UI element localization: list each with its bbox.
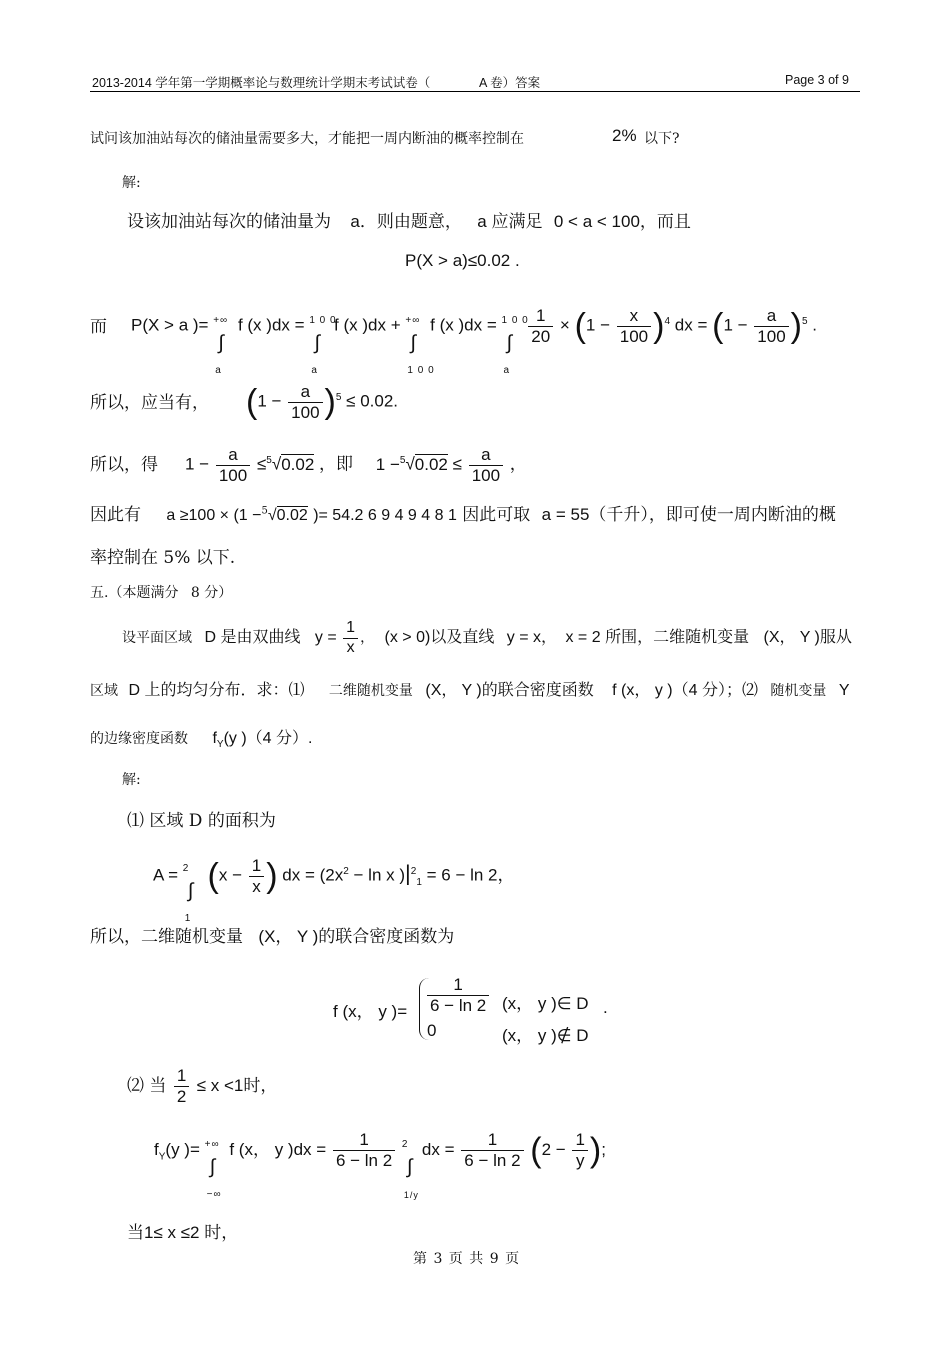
q4-inequality: P(X > a)≤0.02 . — [405, 251, 520, 270]
density-case1-cond: (x， y )∈ D — [502, 994, 589, 1013]
q5-para2: 区域 D 上的均匀分布．求：⑴ 二维随机变量 (X， Y )的联合密度函数 f (x， y )（4 分）；⑵ 随机变量 Y — [90, 682, 850, 699]
q5-title: 五.（本题满分 8 分） — [90, 585, 233, 601]
so1-label: 所以，应当有， — [90, 393, 209, 413]
hence-line: 因此有 a ≥100 × (1 −$^5$√0.02 )= 54.2 6 9 4 9 4 8 1 因此可取 a = 55（千升），即可使一周内断油的概 — [90, 505, 836, 525]
q5-solution-label: 解: — [122, 772, 141, 788]
er-label: 而 — [90, 317, 107, 337]
question-tail: 以下? — [644, 131, 680, 147]
density-case1: $\frac{1}{6 - \ln 2}$ — [425, 975, 491, 1015]
q4-line1: 设该加油站每次的储油量为 a．则由题意， a 应满足 0 < a < 100，而且 — [127, 212, 691, 232]
header-rule — [90, 91, 860, 92]
q5-para1: 设平面区域 D 是由双曲线 y = $\frac{1}{x}$ ， (x > 0)以及直线 y = x， x = 2 所围，二维随机变量 (X， Y )服从 — [122, 619, 852, 656]
density-dot: . — [603, 998, 608, 1017]
header-variant: A 卷）答案 — [479, 76, 541, 90]
density-case0-cond: (x， y )∉ D — [502, 1026, 589, 1045]
solution-label: 解: — [122, 175, 141, 191]
q4-last-line: 率控制在 5% 以下. — [90, 548, 236, 568]
header-title: 2013-2014 学年第一学期概率论与数理统计学期末考试试卷（ — [92, 76, 431, 90]
so2-expression: 1 − $\frac{a}{100}$ ≤$^5$√0.02 ，即 1 −$^5$√0.02 ≤ $\frac{a}{100}$ ， — [185, 445, 527, 485]
density-intro: 所以，二维随机变量 (X， Y )的联合密度函数为 — [90, 927, 455, 947]
q5-step3: 当1≤ x ≤2 时， — [127, 1223, 239, 1242]
marginal-expression: $f_Y(y$ )= +∞ ∫ −∞ f (x， y )dx = $\frac{1}{6 - \ln 2}$ 2 ∫ 1/y dx = $\frac{1}{6 - \ln 2}$ (2 − $\frac{1}{y}$ ); — [154, 1130, 606, 1200]
so2-label: 所以，得 — [90, 455, 158, 475]
density-case0: 0 — [427, 1021, 437, 1040]
q5-step2: ⑵ 当 $\frac{1}{2}$ ≤ x <1时， — [127, 1066, 278, 1106]
page-footer: 第 3 页 共 9 页 — [413, 1251, 521, 1267]
question-line: 试问该加油站每次的储油量需要多大，才能把一周内断油的概率控制在 — [90, 131, 524, 147]
q5-step1: ⑴ 区域 D 的面积为 — [127, 811, 276, 831]
so1-expression: (1 − $\frac{a}{100}$ )$^5$ ≤ 0.02. — [246, 382, 399, 422]
q5-para3: 的边缘密度函数 $f_Y(y$ )（4 分）. — [90, 730, 313, 750]
integral-expression: P(X > a )= +∞ ∫ a f (x )dx = 1 0 0 ∫ a f (x )dx + +∞ ∫ 1 0 0 f (x )dx = 1 0 0 ∫ a $\frac{1}{20}$ × (1 − $\frac{x}{100}$ )$^4$ dx = (1 − $\frac{a}{100}$ )$^5$ . — [131, 306, 818, 377]
page-indicator: Page 3 of 9 — [785, 73, 849, 87]
question-pct: 2% — [612, 126, 637, 145]
area-expression: A = 2 ∫ 1 (x − $\frac{1}{x}$ ) dx = ($2x^2 - \ln x$ )$|^2_1 = 6 - \ln 2$， — [153, 856, 515, 925]
density-lhs: f (x， y )= — [333, 1002, 408, 1021]
